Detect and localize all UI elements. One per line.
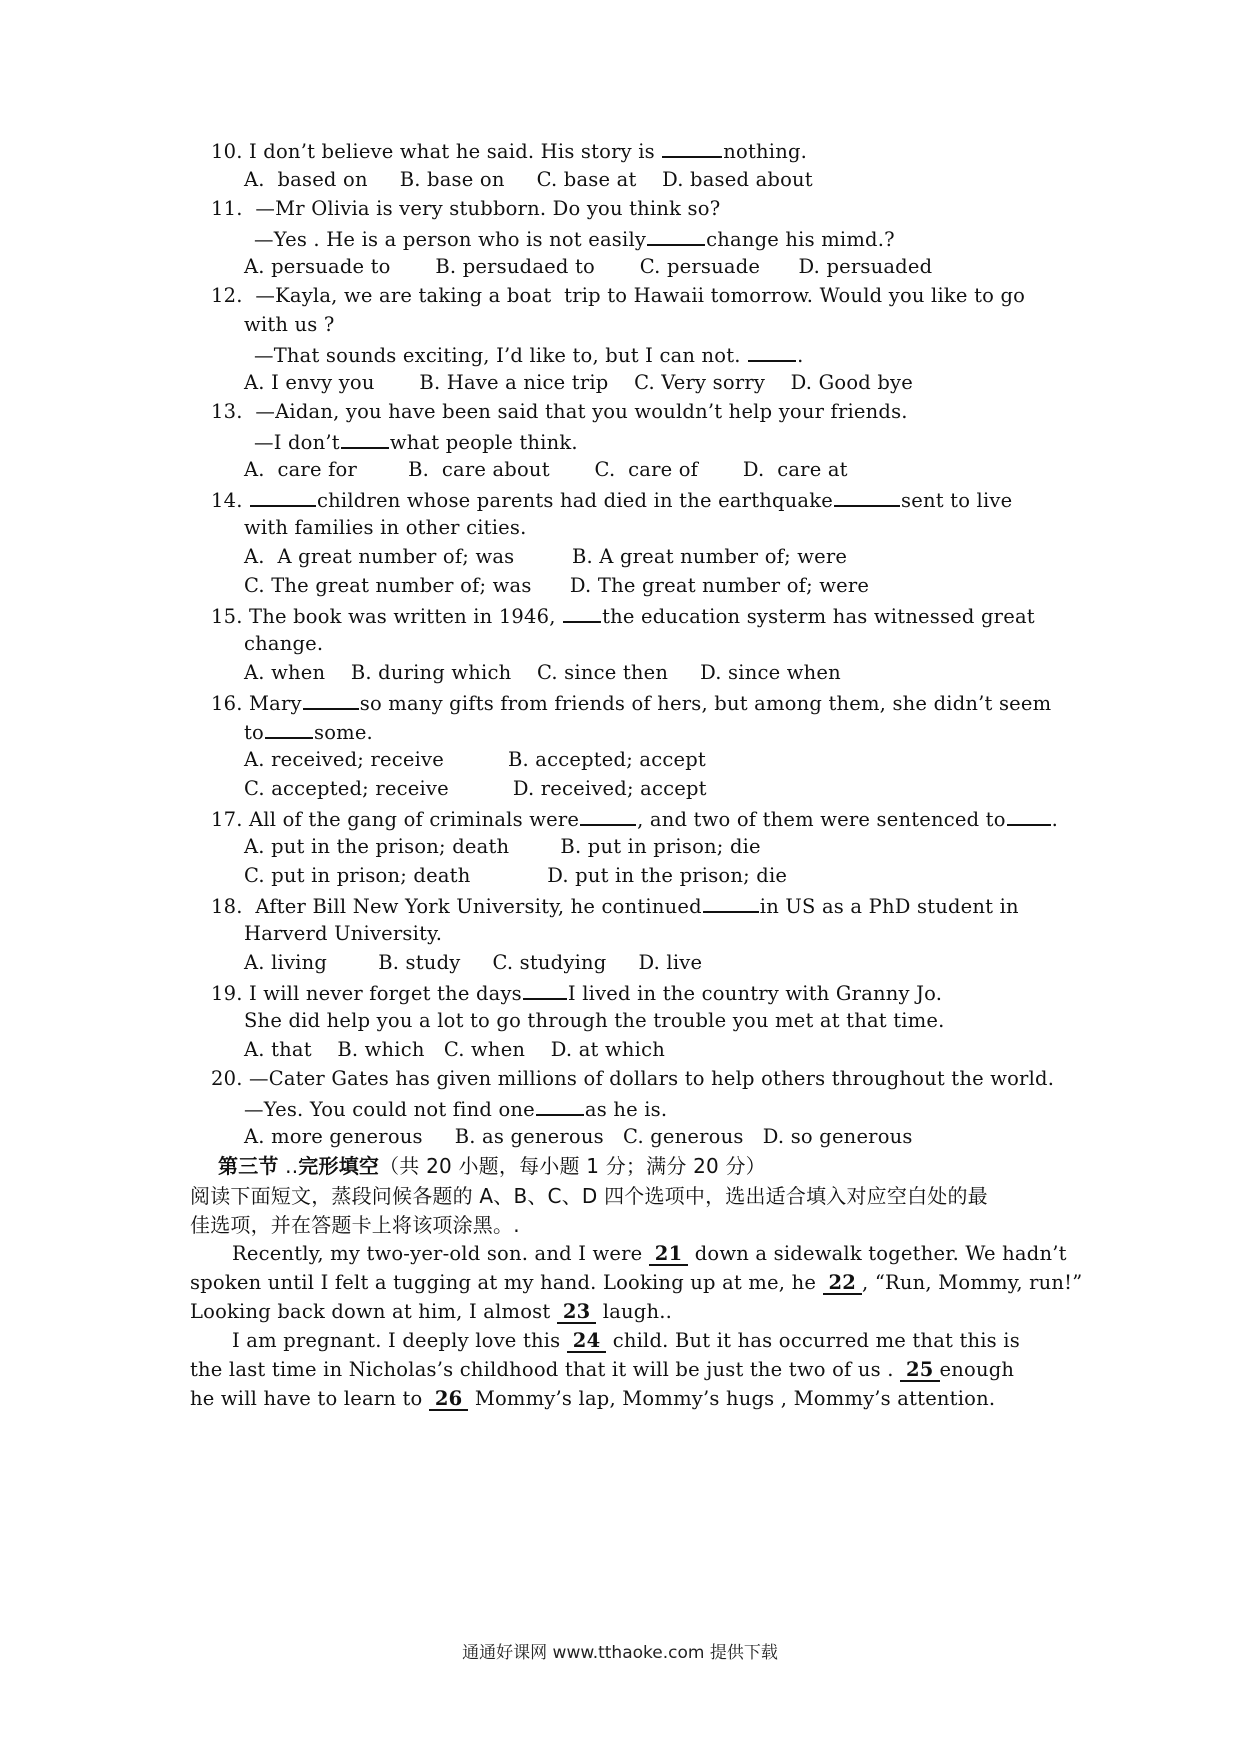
answer-blank xyxy=(647,228,705,246)
blank-number-26: 26 xyxy=(429,1389,469,1411)
question-13-reply: —I don’t what people think. xyxy=(254,431,578,454)
passage-line-5: the last time in Nicholas’s childhood that it will be just the two of us . 25 enough xyxy=(190,1358,1015,1381)
question-16-options-2: C. accepted; receive D. received; accept xyxy=(244,777,707,800)
question-12: 12. —Kayla, we are taking a boat trip to Hawaii tomorrow. Would you like to go xyxy=(211,284,1026,307)
question-14-options: A. A great number of; was B. A great number of; were xyxy=(244,545,848,568)
answer-blank xyxy=(834,489,900,507)
question-14-cont: with families in other cities. xyxy=(244,516,527,539)
answer-blank xyxy=(1007,808,1051,826)
question-11: 11. —Mr Olivia is very stubborn. Do you think so? xyxy=(211,197,721,220)
section-heading: 第三节 ..完形填空（共 20 小题，每小题 1 分；满分 20 分） xyxy=(218,1154,766,1178)
question-20: 20. —Cater Gates has given millions of dollars to help others throughout the world. xyxy=(211,1067,1055,1090)
question-19: 19. I will never forget the days I lived in the country with Granny Jo. xyxy=(211,982,943,1005)
blank-number-23: 23 xyxy=(557,1302,597,1324)
question-19-cont: She did help you a lot to go through the trouble you met at that time. xyxy=(244,1009,945,1032)
question-16: 16. Mary so many gifts from friends of hers, but among them, she didn’t seem xyxy=(211,692,1052,715)
passage-line-3: Looking back down at him, I almost 23 laugh.. xyxy=(190,1300,673,1323)
answer-blank xyxy=(523,982,567,1000)
question-16-cont: to some. xyxy=(244,721,373,744)
question-14-options-2: C. The great number of; was D. The great number of; were xyxy=(244,574,870,597)
question-18-cont: Harverd University. xyxy=(244,922,443,945)
page-footer: 通通好课网 www.tthaoke.com 提供下载 xyxy=(462,1643,778,1663)
question-11-reply: —Yes . He is a person who is not easily change his mimd.? xyxy=(254,228,895,251)
question-15-options: A. when B. during which C. since then D. since when xyxy=(244,661,841,684)
question-12-options: A. I envy you B. Have a nice trip C. Very sorry D. Good bye xyxy=(244,371,913,394)
question-18: 18. After Bill New York University, he continued in US as a PhD student in xyxy=(211,895,1019,918)
section-instructions-2: 佳选项，并在答题卡上将该项涂黑。. xyxy=(190,1213,520,1237)
question-20-reply: —Yes. You could not find one as he is. xyxy=(244,1098,668,1121)
answer-blank xyxy=(536,1098,584,1116)
question-17-options: A. put in the prison; death B. put in prison; die xyxy=(244,835,761,858)
question-12-reply: —That sounds exciting, I’d like to, but I can not. . xyxy=(254,344,804,367)
answer-blank xyxy=(265,721,313,739)
answer-blank xyxy=(250,489,316,507)
question-16-options: A. received; receive B. accepted; accept xyxy=(244,748,706,771)
question-13-options: A. care for B. care about C. care of D. care at xyxy=(244,458,848,481)
passage-line-1: Recently, my two-yer-old son. and I were 21 down a sidewalk together. We hadn’t xyxy=(232,1242,1067,1265)
question-15-cont: change. xyxy=(244,632,324,655)
question-17-options-2: C. put in prison; death D. put in the prison; die xyxy=(244,864,788,887)
blank-number-22: 22 xyxy=(823,1273,863,1295)
passage-line-6: he will have to learn to 26 Mommy’s lap, Mommy’s hugs , Mommy’s attention. xyxy=(190,1387,996,1410)
answer-blank xyxy=(662,140,722,158)
question-10: 10. I don’t believe what he said. His story is nothing. xyxy=(211,140,808,163)
question-10-options: A. based on B. base on C. base at D. based about xyxy=(244,168,813,191)
question-17: 17. All of the gang of criminals were , and two of them were sentenced to . xyxy=(211,808,1059,831)
section-instructions-1: 阅读下面短文，蒸段问候各题的 A、B、C、D 四个选项中，选出适合填入对应空白处的最 xyxy=(190,1184,988,1208)
blank-number-21: 21 xyxy=(649,1244,689,1266)
passage-line-4: I am pregnant. I deeply love this 24 child. But it has occurred me that this is xyxy=(232,1329,1020,1352)
question-19-options: A. that B. which C. when D. at which xyxy=(244,1038,665,1061)
question-20-options: A. more generous B. as generous C. generous D. so generous xyxy=(244,1125,913,1148)
blank-number-25: 25 xyxy=(900,1360,940,1382)
answer-blank xyxy=(341,431,389,449)
answer-blank xyxy=(563,605,601,623)
answer-blank xyxy=(580,808,636,826)
blank-number-24: 24 xyxy=(567,1331,607,1353)
question-18-options: A. living B. study C. studying D. live xyxy=(244,951,703,974)
question-11-options: A. persuade to B. persudaed to C. persuade D. persuaded xyxy=(244,255,933,278)
answer-blank xyxy=(703,895,759,913)
question-15: 15. The book was written in 1946, the education systerm has witnessed great xyxy=(211,605,1035,628)
question-14: 14. children whose parents had died in the earthquake sent to live xyxy=(211,489,1013,512)
answer-blank xyxy=(303,692,359,710)
passage-line-2: spoken until I felt a tugging at my hand. Looking up at me, he 22 , “Run, Mommy, run!” xyxy=(190,1271,1083,1294)
question-12-cont: with us ? xyxy=(244,313,335,336)
answer-blank xyxy=(748,344,796,362)
question-13: 13. —Aidan, you have been said that you wouldn’t help your friends. xyxy=(211,400,908,423)
